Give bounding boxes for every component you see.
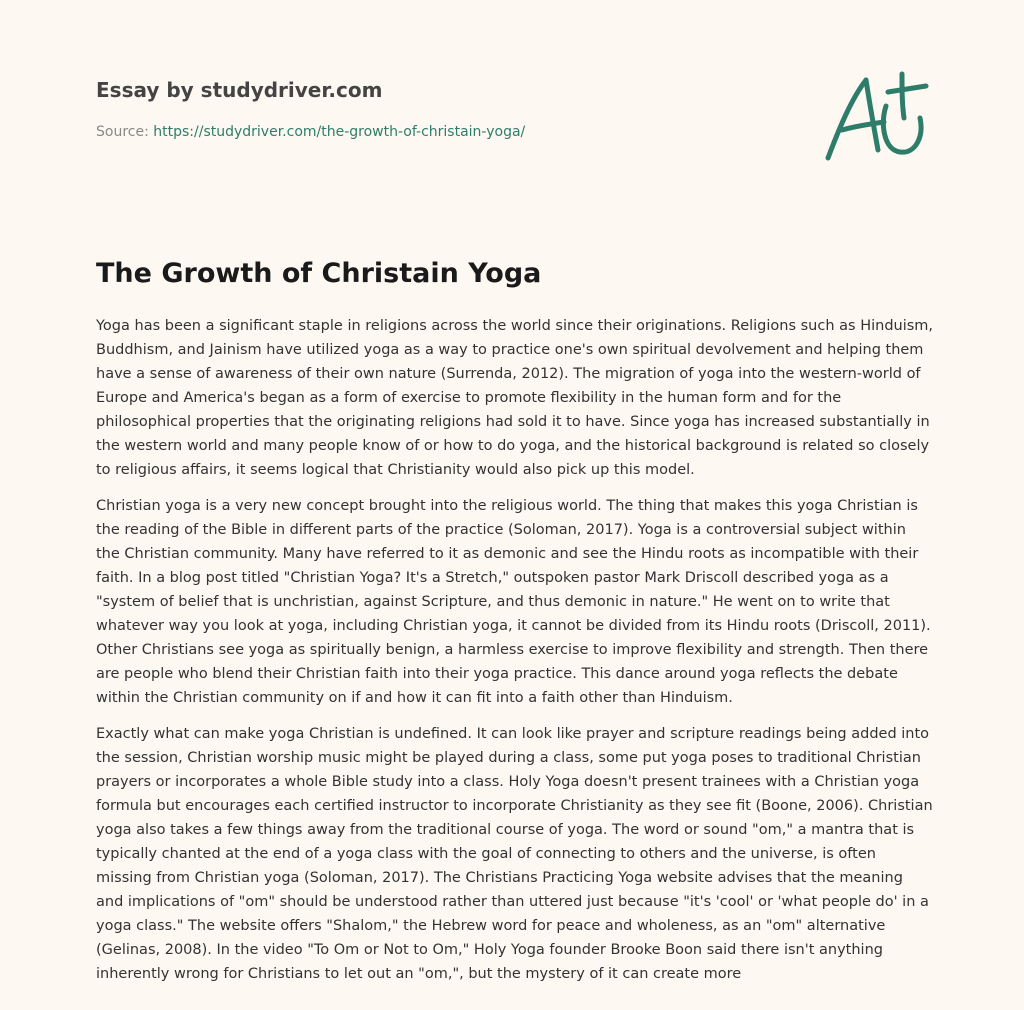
- paragraph-1: Yoga has been a significant staple in religions across the world since their originations. Religions such as Hinduism, Buddhism, and Jainism have utilized yoga as a way to practice one's own spiritual devolvement and helping them have a sense of awareness of their own nature (Surrenda, 2012). The migration of yoga into the western-world of Europe and America's began as a form of exercise to promote flexibility in the human form and for the philosophical properties that the originating religions had sold it to have. Since yoga has increased substantially in the western world and many people know of or how to do yoga, and the historical background is related so closely to religious affairs, it seems logical that Christianity would also pick up this model.: [96, 318, 934, 478]
- brand-title: Essay by studydriver.com: [96, 78, 383, 102]
- article-title: The Growth of Christain Yoga: [96, 258, 542, 289]
- a-plus-logo-svg: [822, 66, 932, 166]
- paragraph-3: Exactly what can make yoga Christian is undefined. It can look like prayer and scripture readings being added into the session, Christian worship music might be played during a class, some put yoga poses to traditional Christian prayers or incorporates a whole Bible study into a class. Holy Yoga doesn't present trainees with a Christian yoga formula but encourages each certified instructor to incorporate Christianity as they see fit (Boone, 2006). Christian yoga also takes a few things away from the traditional course of yoga. The word or sound "om," a mantra that is typically chanted at the end of a yoga class with the goal of connecting to others and the universe, is often missing from Christian yoga (Soloman, 2017). The Christians Practicing Yoga website advises that the meaning and implications of "om" should be understood rather than uttered just because "it's 'cool' or 'what people do' in a yoga class." The website offers "Shalom," the Hebrew word for peace and wholeness, as an "om" alternative (Gelinas, 2008). In the video "To Om or Not to Om," Holy Yoga founder Brooke Boon said there isn't anything inherently wrong for Christians to let out an "om,", but the mystery of it can create more: [96, 726, 933, 982]
- page-header: [96, 76, 796, 142]
- a-plus-logo-icon: [822, 66, 932, 166]
- source-link[interactable]: https://studydriver.com/the-growth-of-christain-yoga/: [153, 124, 526, 140]
- paragraph-2: Christian yoga is a very new concept brought into the religious world. The thing that makes this yoga Christian is the reading of the Bible in different parts of the practice (Soloman, 2017). Yoga is a controversial subject within the Christian community. Many have referred to it as demonic and see the Hindu roots as incompatible with their faith. In a blog post titled "Christian Yoga? It's a Stretch," outspoken pastor Mark Driscoll described yoga as a "system of belief that is unchristian, against Scripture, and thus demonic in nature." He went on to write that whatever way you look at yoga, including Christian yoga, it cannot be divided from its Hindu roots (Driscoll, 2011). Other Christians see yoga as spiritually benign, a harmless exercise to improve flexibility and strength. Then there are people who blend their Christian faith into their yoga practice. This dance around yoga reflects the debate within the Christian community on if and how it can fit into a faith other than Hinduism.: [96, 498, 931, 706]
- source-label: Source:: [96, 124, 154, 140]
- source-line: [96, 122, 796, 142]
- article-body: [96, 314, 934, 998]
